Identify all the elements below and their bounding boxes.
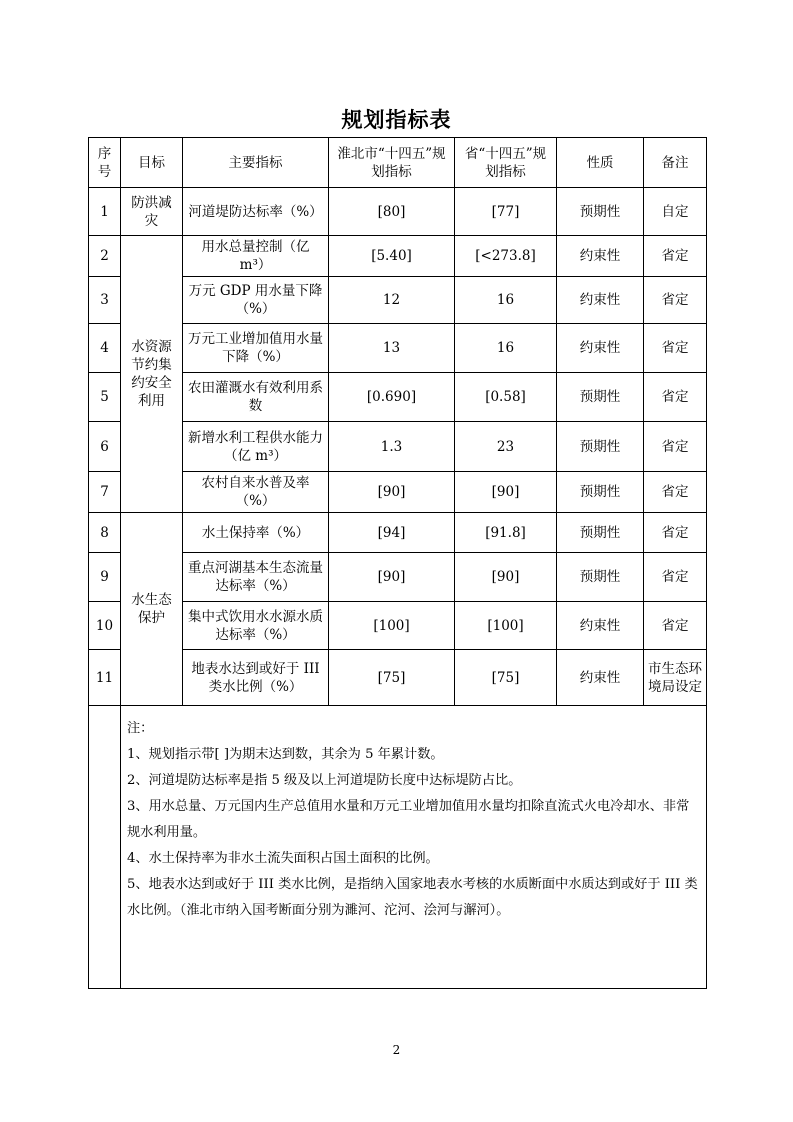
row-indicator: 重点河湖基本生态流量达标率（%）: [183, 553, 329, 602]
row-province-value: [<273.8]: [455, 236, 557, 277]
row-province-value: [100]: [455, 602, 557, 650]
row-seq: 6: [89, 422, 121, 472]
row-seq: 1: [89, 188, 121, 236]
row-remark: 省定: [644, 472, 707, 513]
row-province-value: [77]: [455, 188, 557, 236]
row-nature: 约束性: [557, 324, 644, 373]
row-indicator: 用水总量控制（亿 m³）: [183, 236, 329, 277]
row-city-value: [90]: [329, 553, 455, 602]
notes-cell: [121, 706, 707, 989]
row-nature: 预期性: [557, 513, 644, 553]
page-title: 规划指标表: [341, 107, 452, 132]
header-nature: 性质: [557, 138, 644, 188]
notes-block: [125, 706, 702, 924]
row-seq: 11: [89, 650, 121, 706]
row-province-value: 16: [455, 277, 557, 324]
group-flood: 防洪减灾: [121, 188, 183, 236]
row-province-value: [0.58]: [455, 373, 557, 422]
header-seq: 序号: [89, 138, 121, 188]
note-item: 3、用水总量、万元国内生产总值用水量和万元工业增加值用水量均扣除直流式火电冷却水、非常规水利用量。: [127, 799, 690, 840]
row-indicator: 万元工业增加值用水量下降（%）: [183, 324, 329, 373]
row-indicator: 河道堤防达标率（%）: [183, 188, 329, 236]
row-remark: 省定: [644, 602, 707, 650]
row-indicator: 集中式饮用水水源水质达标率（%）: [183, 602, 329, 650]
row-nature: 预期性: [557, 553, 644, 602]
header-remark: 备注: [644, 138, 707, 188]
notes-blank-cell: [89, 706, 121, 989]
row-city-value: 13: [329, 324, 455, 373]
row-seq: 9: [89, 553, 121, 602]
row-nature: 预期性: [557, 472, 644, 513]
note-item: 1、规划指示带[ ]为期末达到数，其余为 5 年累计数。: [127, 747, 444, 762]
row-remark: 自定: [644, 188, 707, 236]
notes-label: 注：: [127, 721, 154, 736]
row-remark: 省定: [644, 422, 707, 472]
table-row: [89, 236, 707, 277]
row-city-value: [80]: [329, 188, 455, 236]
page-number: 2: [392, 1043, 401, 1057]
row-province-value: [75]: [455, 650, 557, 706]
row-province-value: [91.8]: [455, 513, 557, 553]
row-seq: 7: [89, 472, 121, 513]
row-city-value: 12: [329, 277, 455, 324]
row-nature: 预期性: [557, 373, 644, 422]
row-city-value: [90]: [329, 472, 455, 513]
note-item: 4、水土保持率为非水土流失面积占国土面积的比例。: [127, 851, 439, 866]
row-indicator: 农田灌溉水有效利用系数: [183, 373, 329, 422]
row-city-value: [100]: [329, 602, 455, 650]
indicator-table: [88, 137, 707, 989]
row-nature: 约束性: [557, 650, 644, 706]
header-indicator: 主要指标: [183, 138, 329, 188]
row-indicator: 万元 GDP 用水量下降（%）: [183, 277, 329, 324]
row-remark: 省定: [644, 277, 707, 324]
row-seq: 10: [89, 602, 121, 650]
row-province-value: 23: [455, 422, 557, 472]
row-remark: 省定: [644, 373, 707, 422]
row-province-value: [90]: [455, 553, 557, 602]
row-city-value: [0.690]: [329, 373, 455, 422]
row-nature: 约束性: [557, 602, 644, 650]
row-indicator: 水土保持率（%）: [183, 513, 329, 553]
row-city-value: [5.40]: [329, 236, 455, 277]
row-nature: 预期性: [557, 422, 644, 472]
row-remark: 省定: [644, 236, 707, 277]
row-indicator: 地表水达到或好于 III 类水比例（%）: [183, 650, 329, 706]
note-item: 2、河道堤防达标率是指 5 级及以上河道堤防长度中达标堤防占比。: [127, 773, 522, 788]
row-city-value: [94]: [329, 513, 455, 553]
header-row: [89, 138, 707, 188]
group-eco: 水生态保护: [121, 513, 183, 706]
row-remark: 省定: [644, 324, 707, 373]
header-goal: 目标: [121, 138, 183, 188]
table-row: [89, 188, 707, 236]
header-city-plan: 淮北市“十四五”规划指标: [329, 138, 455, 188]
row-seq: 2: [89, 236, 121, 277]
table-row: [89, 513, 707, 553]
row-province-value: [90]: [455, 472, 557, 513]
notes-row: [89, 706, 707, 989]
row-nature: 约束性: [557, 236, 644, 277]
row-city-value: 1.3: [329, 422, 455, 472]
row-nature: 预期性: [557, 188, 644, 236]
row-province-value: 16: [455, 324, 557, 373]
row-seq: 4: [89, 324, 121, 373]
row-indicator: 新增水利工程供水能力（亿 m³）: [183, 422, 329, 472]
row-remark: 省定: [644, 553, 707, 602]
row-seq: 5: [89, 373, 121, 422]
row-remark: 市生态环境局设定: [644, 650, 707, 706]
row-city-value: [75]: [329, 650, 455, 706]
row-seq: 8: [89, 513, 121, 553]
header-province-plan: 省“十四五”规划指标: [455, 138, 557, 188]
group-water: 水资源节约集约安全利用: [121, 236, 183, 513]
row-nature: 约束性: [557, 277, 644, 324]
note-item: 5、地表水达到或好于 III 类水比例，是指纳入国家地表水考核的水质断面中水质达到或好于 III 类水比例。（淮北市纳入国考断面分别为濉河、沱河、浍河与澥河）。: [127, 877, 698, 918]
row-indicator: 农村自来水普及率（%）: [183, 472, 329, 513]
row-seq: 3: [89, 277, 121, 324]
row-remark: 省定: [644, 513, 707, 553]
